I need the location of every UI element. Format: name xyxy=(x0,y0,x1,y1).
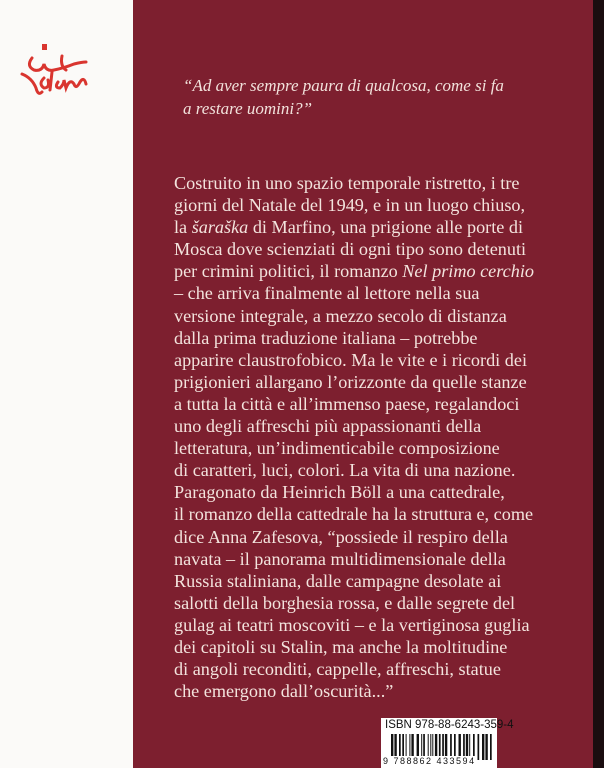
blurb-line xyxy=(174,592,589,614)
blurb-line xyxy=(174,570,589,592)
text-segment: salotti della borghesia rossa, e dalle segrete del xyxy=(174,592,516,613)
text-segment: il romanzo della cattedrale ha la struttura e, come xyxy=(174,504,534,525)
blurb-line xyxy=(174,548,589,570)
barcode-bar xyxy=(490,734,492,760)
blurb-line xyxy=(174,680,589,702)
blurb-line xyxy=(174,238,589,260)
blurb-line xyxy=(174,172,589,194)
text-segment: a tutta la città e all’immenso paese, regalandoci xyxy=(174,393,520,414)
blurb-line xyxy=(174,282,589,304)
blurb-text xyxy=(174,172,589,702)
text-segment: per crimini politici, il romanzo xyxy=(174,261,403,282)
blurb-line xyxy=(174,415,589,437)
blurb-line xyxy=(174,305,589,327)
isbn-label: ISBN 978-88-6243-359-4 xyxy=(385,719,514,731)
blurb-line xyxy=(174,216,589,238)
text-segment: dice Anna Zafesova, “possiede il respiro della xyxy=(174,526,508,547)
blurb-line xyxy=(174,194,589,216)
text-segment: che emergono dall’oscurità...” xyxy=(174,681,394,702)
blurb-line xyxy=(174,503,589,525)
text-segment: uno degli affreschi più appassionanti della xyxy=(174,416,482,437)
text-segment: giorni del Natale del 1949, e in un luogo chiuso, xyxy=(174,195,526,216)
text-segment: gulag ai teatri moscoviti – e la vertiginosa guglia xyxy=(174,614,530,635)
text-segment: di caratteri, luci, colori. La vita di una nazione. xyxy=(174,460,516,481)
blurb-line xyxy=(174,371,589,393)
blurb-line xyxy=(174,636,589,658)
cover-edge xyxy=(593,0,604,768)
text-segment: apparire claustrofobico. Ma le vite e i ricordi dei xyxy=(174,349,527,370)
blurb-line xyxy=(174,658,589,680)
blurb-line xyxy=(174,437,589,459)
italic-title: Nel primo cerchio xyxy=(402,261,534,282)
text-segment: versione integrale, a mezzo secolo di distanza xyxy=(174,305,507,326)
blurb-line xyxy=(174,481,589,503)
barcode-digits: 9 788862 433594 xyxy=(383,756,476,766)
text-segment: – che arriva finalmente al lettore nella sua xyxy=(174,283,480,304)
text-segment: Costruito in uno spazio temporale ristretto, i tre xyxy=(174,173,520,193)
blurb-line xyxy=(174,459,589,481)
text-segment: di angoli reconditi, cappelle, affreschi, statue xyxy=(174,659,501,680)
quote-line: a restare uomini?” xyxy=(183,99,313,118)
text-segment: di Marfino, una prigione alle porte di xyxy=(248,217,524,238)
italic-title: šaraška xyxy=(191,217,249,238)
isbn-barcode xyxy=(381,718,514,768)
text-segment: Mosca dove scienziati di ogni tipo sono detenuti xyxy=(174,239,527,260)
quote-line: “Ad aver sempre paura di qualcosa, come si fa xyxy=(183,76,504,95)
blurb-line xyxy=(174,526,589,548)
blurb-line xyxy=(174,614,589,636)
text-segment: Russia staliniana, dalle campagne desolate ai xyxy=(174,570,502,591)
blurb-line xyxy=(174,260,589,282)
voland-logo xyxy=(14,36,104,106)
text-segment: Paragonato da Heinrich Böll a una cattedrale, xyxy=(174,482,505,503)
text-segment: navata – il panorama multidimensionale della xyxy=(174,548,506,569)
text-segment: prigionieri allargano l’orizzonte da quelle stanze xyxy=(174,371,527,392)
barcode-bar xyxy=(485,734,487,760)
text-segment: letteratura, un’indimenticabile composizione xyxy=(174,438,500,459)
text-segment: la xyxy=(174,217,192,238)
text-segment: dei capitoli su Stalin, ma anche la moltitudine xyxy=(174,636,508,657)
text-segment: dalla prima traduzione italiana – potrebbe xyxy=(174,327,478,348)
barcode-bar xyxy=(478,734,480,760)
epigraph-quote xyxy=(183,74,563,120)
blurb-line xyxy=(174,393,589,415)
blurb-line xyxy=(174,327,589,349)
blurb-line xyxy=(174,349,589,371)
barcode-bar xyxy=(482,734,484,760)
